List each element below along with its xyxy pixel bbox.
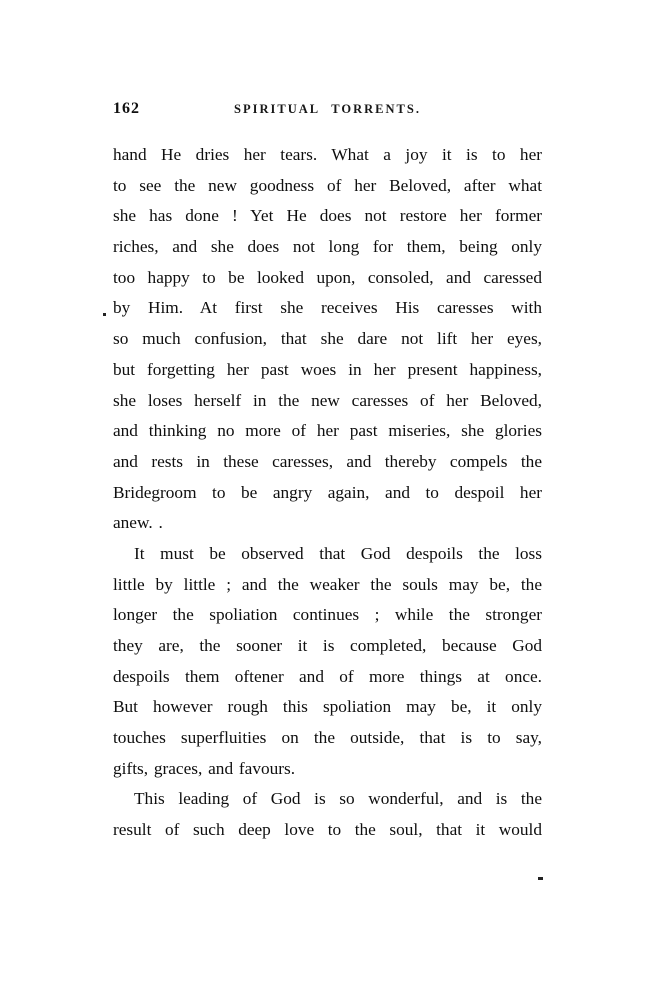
text-line: and thinking no more of her past miseries, she glories <box>113 421 542 441</box>
text-line: but forgetting her past woes in her present happiness, <box>113 359 542 379</box>
scan-speck <box>103 313 106 316</box>
text-line: too happy to be looked upon, consoled, and caressed <box>113 267 542 287</box>
text-line: longer the spoliation continues ; while the stronger <box>113 605 542 625</box>
text-line: Bridegroom to be angry again, and to despoil her <box>113 482 542 502</box>
body-text <box>113 140 542 846</box>
text-line: touches superfluities on the outside, that is to say, <box>113 728 542 748</box>
text-line: riches, and she does not long for them, being only <box>113 237 542 257</box>
text-line: and rests in these caresses, and thereby compels the <box>113 451 542 471</box>
scan-speck <box>538 877 543 880</box>
text-line: so much confusion, that she dare not lift her eyes, <box>113 329 542 349</box>
text-line-paragraph-start: It must be observed that God despoils the loss <box>134 543 542 563</box>
text-line-paragraph-end: anew. . <box>113 513 163 533</box>
text-line: despoils them oftener and of more things at once. <box>113 666 542 686</box>
text-line: But however rough this spoliation may be, it only <box>113 697 542 717</box>
text-line-paragraph-start: This leading of God is so wonderful, and is the <box>134 789 542 809</box>
text-line: by Him. At first she receives His caresses with <box>113 298 542 318</box>
running-head: SPIRITUAL TORRENTS. <box>234 102 421 116</box>
text-line: she loses herself in the new caresses of her Beloved, <box>113 390 542 410</box>
text-line-paragraph-end: gifts, graces, and favours. <box>113 758 296 778</box>
page-number: 162 <box>113 100 140 117</box>
page-header <box>113 100 542 122</box>
text-line: they are, the sooner it is completed, because God <box>113 636 542 655</box>
text-line: hand He dries her tears. What a joy it is to her <box>113 145 542 164</box>
text-line: she has done ! Yet He does not restore her former <box>113 206 542 226</box>
text-line: result of such deep love to the soul, that it would <box>113 820 542 840</box>
text-line: to see the new goodness of her Beloved, after what <box>113 175 542 195</box>
text-line: little by little ; and the weaker the souls may be, the <box>113 574 542 594</box>
